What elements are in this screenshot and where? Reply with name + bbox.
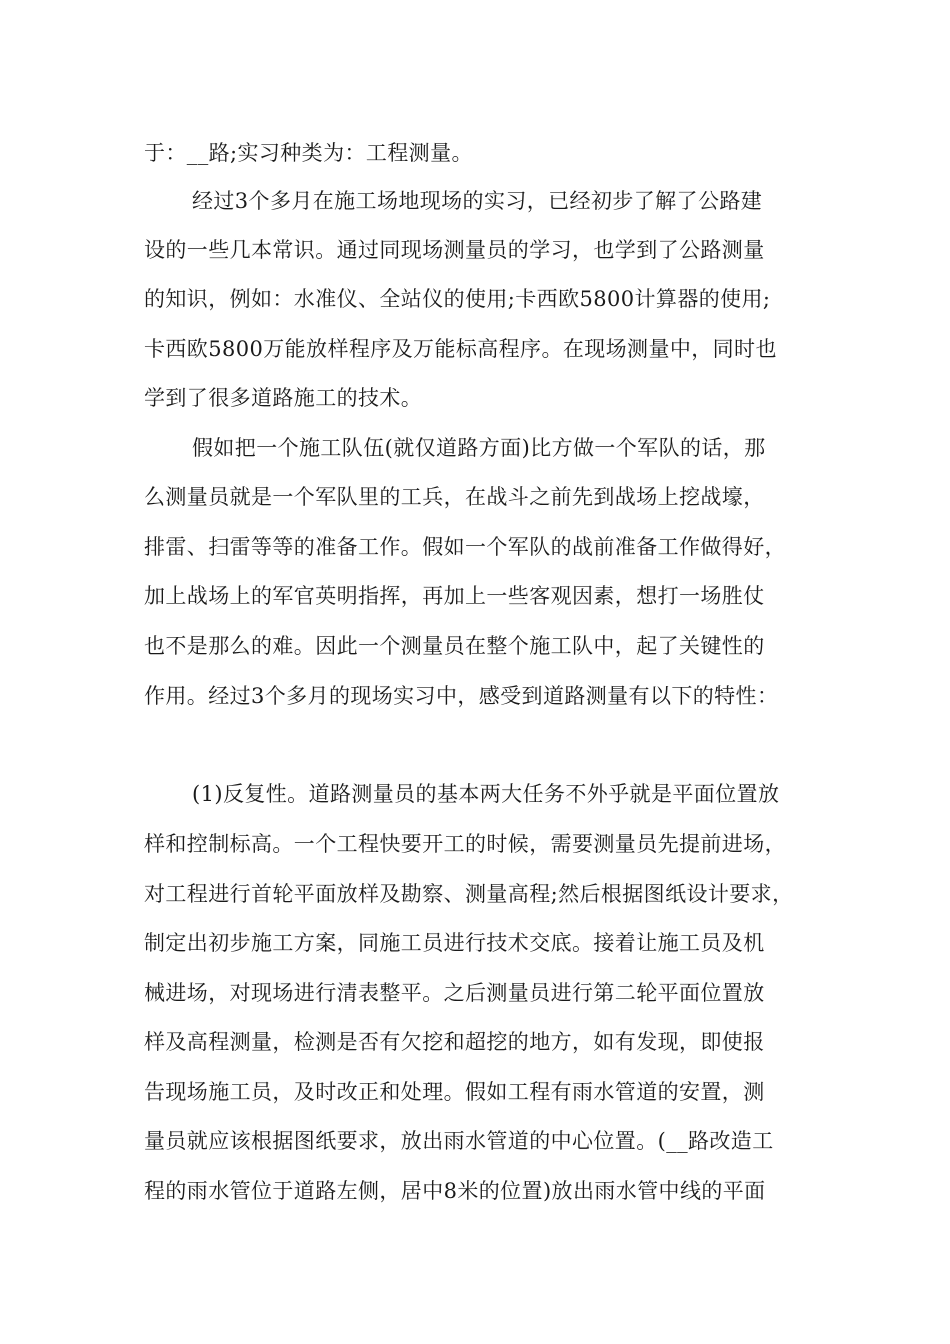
paragraph-first-line: (1)反复性。道路测量员的基本两大任务不外乎就是平面位置放 bbox=[192, 782, 780, 806]
text-line: 样及高程测量，检测是否有欠挖和超挖的地方，如有发现，即使报 bbox=[144, 1030, 765, 1054]
text-line: 程的雨水管位于道路左侧，居中8米的位置)放出雨水管中线的平面 bbox=[144, 1179, 766, 1203]
text-line: 卡西欧5800万能放样程序及万能标高程序。在现场测量中，同时也 bbox=[144, 337, 777, 361]
paragraph-first-line: 假如把一个施工队伍(就仅道路方面)比方做一个军队的话，那 bbox=[192, 436, 766, 460]
text-line: 作用。经过3个多月的现场实习中，感受到道路测量有以下的特性： bbox=[144, 684, 779, 708]
text-line: 的知识，例如：水准仪、全站仪的使用;卡西欧5800计算器的使用; bbox=[144, 287, 771, 311]
text-line: 械进场，对现场进行清表整平。之后测量员进行第二轮平面位置放 bbox=[144, 981, 765, 1005]
text-line: 告现场施工员，及时改正和处理。假如工程有雨水管道的安置，测 bbox=[144, 1080, 765, 1104]
text-line: 也不是那么的难。因此一个测量员在整个施工队中，起了关键性的 bbox=[144, 634, 765, 658]
text-line: 量员就应该根据图纸要求，放出雨水管道的中心位置。(__路改造工 bbox=[144, 1129, 774, 1153]
text-line: 设的一些几本常识。通过同现场测量员的学习，也学到了公路测量 bbox=[144, 238, 765, 262]
text-line: 排雷、扫雷等等的准备工作。假如一个军队的战前准备工作做得好， bbox=[144, 535, 786, 559]
text-line: 对工程进行首轮平面放样及勘察、测量高程;然后根据图纸设计要求， bbox=[144, 882, 794, 906]
text-line: 样和控制标高。一个工程快要开工的时候，需要测量员先提前进场， bbox=[144, 832, 786, 856]
text-line: 于：__路;实习种类为：工程测量。 bbox=[144, 141, 473, 165]
paragraph-first-line: 经过3个多月在施工场地现场的实习，已经初步了解了公路建 bbox=[192, 189, 763, 213]
text-line: 学到了很多道路施工的技术。 bbox=[144, 386, 423, 410]
text-line: 制定出初步施工方案，同施工员进行技术交底。接着让施工员及机 bbox=[144, 931, 765, 955]
text-line: 加上战场上的军官英明指挥，再加上一些客观因素，想打一场胜仗 bbox=[144, 584, 765, 608]
text-line: 么测量员就是一个军队里的工兵，在战斗之前先到战场上挖战壕， bbox=[144, 485, 765, 509]
